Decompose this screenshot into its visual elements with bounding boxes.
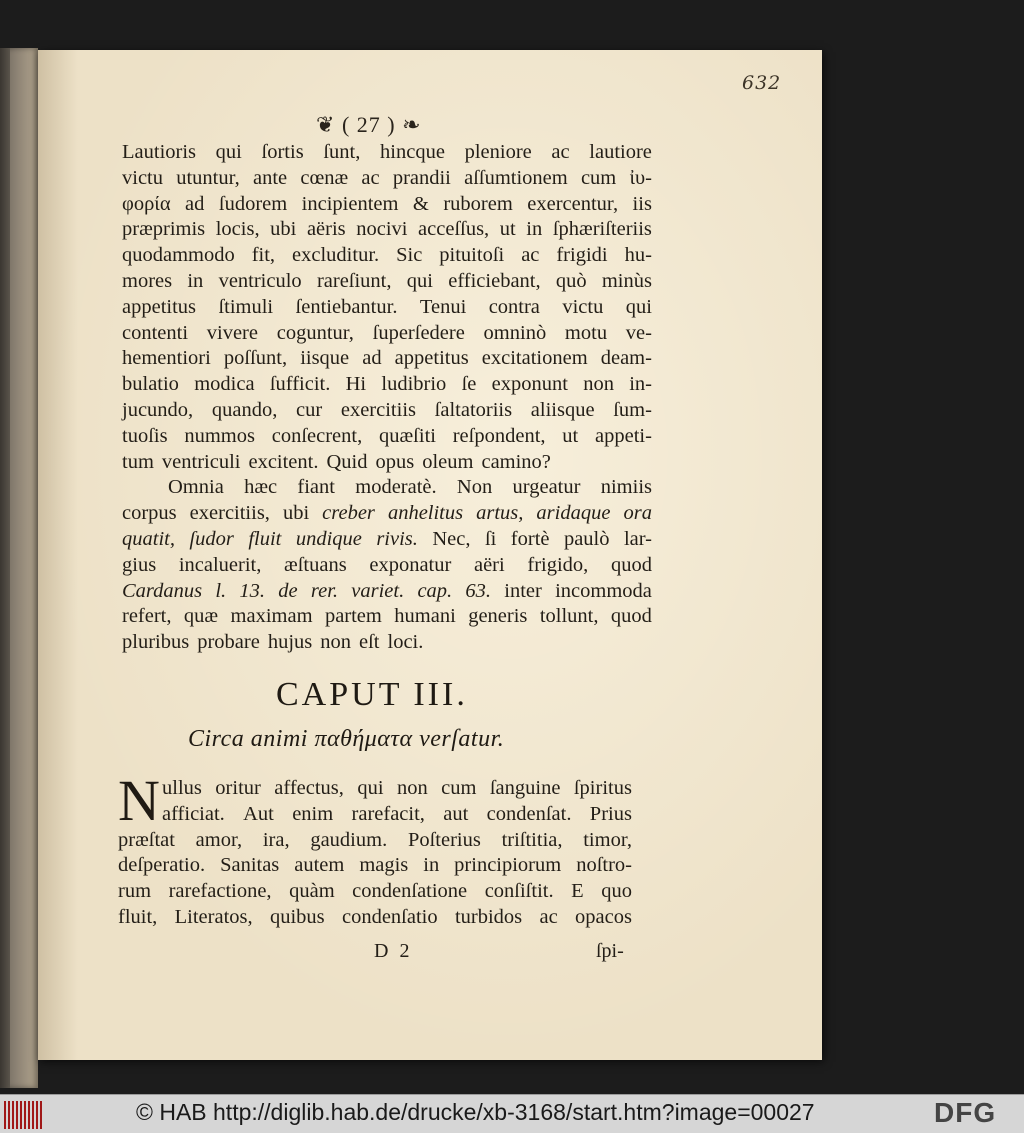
word: utuntur, (176, 166, 240, 189)
word: Nec, (432, 527, 471, 550)
word: qui (406, 269, 433, 292)
word: reſpondent, (452, 424, 546, 447)
word: appeti- (595, 424, 652, 447)
word: lar- (623, 527, 652, 550)
word: condenſatione (352, 880, 468, 903)
text-line (122, 501, 652, 527)
word: ſentiebantur. (295, 295, 398, 318)
word: quibus (269, 905, 325, 928)
word: præprimis (122, 218, 206, 241)
word: in (526, 218, 543, 241)
word: efficiebant, (448, 269, 541, 292)
word: paulò (563, 527, 610, 550)
copyright-link[interactable]: © HAB http://diglib.hab.de/drucke/xb-3168/start.htm?image=00027 (136, 1099, 815, 1125)
word: ullus (162, 777, 202, 799)
word: Literatos, (174, 905, 253, 928)
text-line (122, 398, 652, 424)
word: hincque (380, 141, 445, 163)
word: creber (322, 502, 375, 525)
word: variet. (351, 579, 405, 602)
word: moderatè. (355, 476, 437, 499)
word: Tenui (419, 295, 467, 318)
word: triſtitia, (501, 828, 563, 851)
word: Prius (589, 802, 632, 825)
word: ſortis (261, 141, 304, 163)
word: aut (443, 802, 469, 825)
text-line (122, 346, 652, 372)
word: fortè (510, 527, 550, 550)
word: rareſiunt, (316, 269, 392, 292)
word: gius (122, 553, 157, 576)
paragraph-1 (122, 140, 652, 656)
word: fluit, (118, 905, 158, 928)
word: camino? (481, 450, 551, 473)
word: frigido, (527, 553, 589, 576)
text-line (118, 853, 632, 879)
word: conſecrent, (271, 424, 363, 447)
word: contenti (122, 321, 189, 344)
text-line (122, 553, 652, 579)
word: acceſſus, (418, 218, 490, 241)
text-line (122, 192, 652, 218)
word: excluditur. (292, 244, 380, 267)
word: quo (601, 880, 632, 903)
word: Sanitas (220, 854, 280, 877)
word: aridaque (536, 502, 611, 525)
word: cur (296, 398, 323, 421)
word: jucundo, (122, 398, 194, 421)
text-line (122, 295, 652, 321)
word: ac (361, 166, 380, 189)
word: excitationem (481, 347, 588, 370)
word: ſi (484, 527, 497, 550)
word: appetitus (394, 347, 469, 370)
word: tum (122, 450, 154, 473)
word: non (320, 631, 351, 654)
word: de (278, 579, 298, 602)
word: motu (564, 321, 608, 344)
word: quod (610, 605, 652, 628)
word: victu (562, 295, 604, 318)
word: Cardanus (122, 579, 203, 602)
text-line (122, 243, 652, 269)
word: ſphæriſteriis (552, 218, 652, 241)
word: excitent. (248, 450, 319, 473)
word: ora (623, 502, 652, 525)
text-line (122, 527, 652, 553)
word: ſum- (613, 398, 652, 421)
word: Non (456, 476, 493, 499)
word: quàm (289, 880, 335, 903)
word: nocivi (356, 218, 408, 241)
word: contra (488, 295, 540, 318)
paragraph-1-lines (122, 140, 652, 475)
word: aëri (473, 553, 505, 576)
word: ac (521, 244, 540, 267)
word: aſſumtionem (464, 166, 568, 189)
word: magis (359, 854, 409, 877)
word: Sic (396, 244, 423, 267)
word: ſudor (189, 527, 234, 550)
word: ut (499, 218, 516, 241)
word: tollunt, (539, 605, 599, 628)
word: quæ (183, 605, 219, 628)
word: artus, (476, 502, 524, 525)
word: ſe (461, 373, 477, 396)
hab-logo-icon (4, 1101, 44, 1129)
text-line (122, 269, 652, 295)
word: oleum (422, 450, 474, 473)
word: in- (629, 373, 652, 396)
text-line (118, 879, 632, 905)
text-line (122, 475, 652, 501)
text-line (122, 450, 652, 476)
word: E (571, 880, 584, 903)
word: pituitoſi (439, 244, 505, 267)
word: enim (292, 802, 334, 825)
word: ſpiritus (573, 777, 632, 799)
word: minùs (601, 269, 652, 292)
word: ſunt, (323, 141, 361, 163)
word: Lautioris (122, 141, 197, 163)
word: qui (357, 777, 384, 799)
word: exercitiis (340, 398, 416, 421)
word: rum (118, 880, 152, 903)
word: opacos (575, 905, 632, 928)
word: cum (580, 166, 617, 189)
page-number: ( 27 ) (341, 112, 396, 137)
word: deſperatio. (118, 854, 206, 877)
word: ſaltatoriis (434, 398, 513, 421)
word: ventriculi (161, 450, 241, 473)
word: nummos (184, 424, 255, 447)
chapter-title: CAPUT III. (276, 676, 468, 713)
word: hujus (267, 631, 313, 654)
word: opus (375, 450, 415, 473)
word: qui (625, 295, 652, 318)
word: ubi (282, 502, 310, 525)
word: autem (294, 854, 345, 877)
text-line (162, 776, 632, 802)
word: refert, (122, 605, 172, 628)
word: noſtro- (576, 854, 632, 877)
text-line (122, 630, 652, 656)
word: urgeatur (512, 476, 581, 499)
word: iisque (300, 347, 350, 370)
text-line (122, 140, 652, 166)
word: Omnia (168, 476, 224, 499)
word: poſſunt, (223, 347, 288, 370)
word: aëris (306, 218, 346, 241)
word: ruborem (443, 192, 513, 215)
word: generis (468, 605, 528, 628)
text-line (118, 828, 632, 854)
word: amor, (195, 828, 243, 851)
word: probare (197, 631, 260, 654)
word: turbidos (454, 905, 523, 928)
word: affectus, (274, 777, 344, 799)
running-head (316, 112, 422, 138)
word: quod (610, 553, 652, 576)
word: maximam (230, 605, 313, 628)
word: conſiſtit. (484, 880, 554, 903)
word: fiant (297, 476, 335, 499)
handwritten-folio-number: 632 (742, 72, 782, 94)
word: ἰυ- (629, 166, 652, 189)
text-line (122, 217, 652, 243)
word: appetitus (122, 295, 197, 318)
paragraph-3-lines (118, 828, 632, 931)
word: cap. (417, 579, 453, 602)
word: ad (362, 347, 382, 370)
word: condenſat. (486, 802, 572, 825)
word: frigidi (556, 244, 608, 267)
word: ventriculo (218, 269, 302, 292)
text-line (122, 372, 652, 398)
word: 63. (465, 579, 492, 602)
word: iis (632, 192, 652, 215)
word: ſanguine (489, 777, 561, 799)
word: oritur (215, 777, 261, 799)
word: & (412, 192, 429, 215)
word: corpus (122, 502, 177, 525)
word: modica (194, 373, 255, 396)
word: ſtimuli (218, 295, 274, 318)
word: non (583, 373, 614, 396)
word: mores (122, 269, 173, 292)
word: afficiat. (162, 802, 225, 825)
word: fit, (251, 244, 276, 267)
word: ira, (262, 828, 290, 851)
word: ſuperſedere (372, 321, 465, 344)
word: hu- (624, 244, 652, 267)
word: inter (504, 579, 542, 602)
word: in (187, 269, 204, 292)
word: rer. (310, 579, 339, 602)
word: æſtuans (284, 553, 347, 576)
word: quò (555, 269, 587, 292)
word: ubi (270, 218, 297, 241)
viewer-footer (0, 1094, 1024, 1133)
word: bulatio (122, 373, 179, 396)
word: ſufficit. (269, 373, 331, 396)
paragraph-3 (118, 776, 632, 931)
word: ve- (625, 321, 652, 344)
word: præſtat (118, 828, 175, 851)
word: vivere (206, 321, 258, 344)
word: rivis. (376, 527, 418, 550)
word: locis, (215, 218, 260, 241)
dfg-logo: DFG (934, 1097, 997, 1128)
word: deam- (600, 347, 652, 370)
word: coguntur, (276, 321, 354, 344)
word: rarefactione, (168, 880, 272, 903)
word: l. (215, 579, 227, 602)
word: pleniore (464, 141, 532, 163)
word: fluit (248, 527, 282, 550)
word: non (396, 777, 428, 799)
word: 13. (239, 579, 266, 602)
word: prandii (392, 166, 451, 189)
word: pluribus (122, 631, 190, 654)
word: Aut (243, 802, 274, 825)
word: incommoda (555, 579, 652, 602)
book-spine-shadow (0, 48, 10, 1088)
text-line (122, 321, 652, 347)
word: ante (252, 166, 288, 189)
word: undique (295, 527, 362, 550)
word: nimiis (600, 476, 652, 499)
word: loci. (387, 631, 424, 654)
word: ludibrio (381, 373, 447, 396)
word: aliisque (530, 398, 595, 421)
word: omninò (483, 321, 547, 344)
word: lautiore (589, 141, 652, 163)
word: in (423, 854, 440, 877)
word: incaluerit, (178, 553, 262, 576)
word: partem (324, 605, 382, 628)
word: hæc (244, 476, 278, 499)
text-line (118, 905, 632, 931)
word: rarefacit, (351, 802, 425, 825)
word: Quid (326, 450, 368, 473)
text-line (162, 802, 632, 828)
word: principiorum (454, 854, 562, 877)
word: quodammodo (122, 244, 235, 267)
word: tuoſis (122, 424, 168, 447)
word: cum (441, 777, 477, 799)
catchword: ſpi- (596, 940, 624, 962)
word: timor, (583, 828, 632, 851)
word: ſudorem (218, 192, 288, 215)
text-line (122, 579, 652, 605)
word: ut (562, 424, 579, 447)
word: ac (539, 905, 558, 928)
word: cœnæ (300, 166, 349, 189)
drop-capital: N (118, 768, 160, 833)
word: quando, (211, 398, 278, 421)
signature-mark: D 2 (374, 940, 413, 962)
word: incipientem (301, 192, 399, 215)
word: ad (185, 192, 205, 215)
word: eſt (359, 631, 380, 654)
word: anhelitus (387, 502, 464, 525)
text-line (122, 424, 652, 450)
word: ac (551, 141, 570, 163)
ornament-right-icon: ❧ (402, 112, 422, 137)
paragraph-2-lines (122, 475, 652, 656)
adjacent-page-edge (0, 48, 38, 1088)
text-line (122, 166, 652, 192)
word: Hi (345, 373, 367, 396)
word: condenſatio (341, 905, 438, 928)
word: victu (122, 166, 163, 189)
word: quæſiti (379, 424, 436, 447)
text-line (122, 604, 652, 630)
word: φορία (122, 192, 171, 215)
chapter-subtitle: Circa animi παθήματα verſatur. (188, 726, 505, 752)
word: quatit, (122, 527, 175, 550)
word: qui (215, 141, 242, 163)
word: gaudium. (310, 828, 388, 851)
paragraph-3-dropcap-lines (118, 776, 632, 828)
word: exponatur (369, 553, 452, 576)
word: humani (394, 605, 456, 628)
word: exercitiis, (189, 502, 270, 525)
word: Poſterius (407, 828, 481, 851)
word: hementiori (122, 347, 211, 370)
ornament-left-icon: ❦ (316, 112, 336, 137)
word: exponunt (491, 373, 568, 396)
word: exercentur, (527, 192, 619, 215)
